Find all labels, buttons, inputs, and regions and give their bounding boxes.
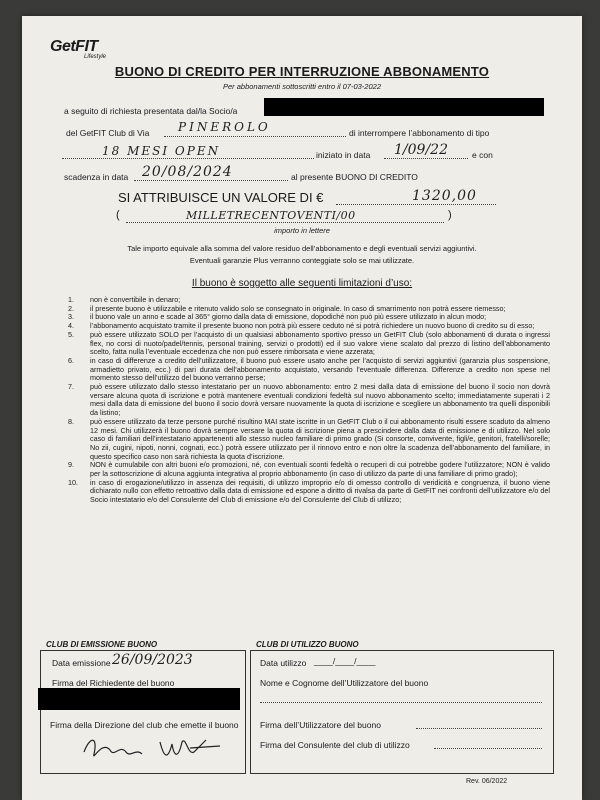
emission-date-label: Data emissione <box>52 658 111 668</box>
redacted-member-name <box>264 98 544 116</box>
rule-item <box>68 479 550 505</box>
note-residual-value: Tale importo equivale alla somma del valore residuo dell’abbonamento e degli eventuali servizi aggiuntivi. <box>127 244 477 253</box>
rule-text: può essere utilizzato dallo stesso intestatario per un nuovo abbonamento: entro 2 mesi dalla data di emissione del buono il socio non dovrà versare alcuna quota di iscrizione e potrà mantenere eventuali condizioni fedeltà sul nuovo abbonamento scelto; immediatamente superati i 2 mesi dalla data di emissione del buono il socio dovrà versare nuovamente la quota di iscrizione e scegliere un abbonamento tra quelli disponibili da listino; <box>90 382 550 418</box>
expiry-date-label: scadenza in data <box>64 172 129 182</box>
rule-number: 6. <box>68 355 74 365</box>
start-date-suffix: e con <box>472 150 493 160</box>
subscription-type-value: 18 MESI OPEN <box>102 144 221 158</box>
value-words-caption: importo in lettere <box>274 226 330 235</box>
rule-number: 1. <box>68 295 74 304</box>
rule-text: in caso di erogazione/utilizzo in assenza dei requisiti, di utilizzo improprio e/o di omesso controllo di veridicità e congruenza, il buono viene dichiarato nullo con effetto retroattivo dalla data di emissione ed espone a diritto di rivalsa da parte di GetFIT nei confronti dell’utilizzatore e/o del Socio intestatario e/o del Consulente del Club di emissione e/o del Consulente del Club di utilizzo; <box>90 477 550 505</box>
logo-sub: Lifestyle <box>84 54 107 60</box>
usage-date-label: Data utilizzo <box>260 658 307 668</box>
logo-brand: GetFIT <box>50 38 98 55</box>
rule-item <box>68 418 550 462</box>
rule-item <box>68 383 550 418</box>
usage-heading: CLUB DI UTILIZZO BUONO <box>256 640 359 649</box>
rule-number: 2. <box>68 303 74 313</box>
rule-text: l’abbonamento acquistato tramite il presente buono non potrà più essere ceduto né si potrà richiedere un nuovo buono di credito su di esso; <box>90 321 535 331</box>
user-signature-label: Firma dell’Utilizzatore del buono <box>260 720 381 730</box>
direction-signature-label: Firma della Direzione del club che emette il buono <box>50 720 239 730</box>
rule-text: NON è cumulabile con altri buoni e/o promozioni, né, con eventuali sconti fedeltà o recuperi di cui potrebbe godere l’utilizzatore; NON è valido per la sottoscrizione di alcuna aggiunta integrativa al proprio abbonamento (in caso di utilizzo da parte di una familiare di primo grado); <box>90 460 550 479</box>
document-title: BUONO DI CREDITO PER INTERRUZIONE ABBONAMENTO <box>114 64 490 79</box>
club-street-label: del GetFIT Club di Via <box>66 128 150 138</box>
start-date-label: iniziato in data <box>316 150 371 160</box>
holder-signature-label: Firma del Richiedente del buono <box>52 678 175 688</box>
value-in-words: MILLETRECENTOVENTI/00 <box>186 209 356 222</box>
subscription-type-label: di interrompere l’abbonamento di tipo <box>349 128 490 138</box>
revision-label: Rev. 06/2022 <box>466 778 508 785</box>
rule-number: 5. <box>68 329 74 339</box>
limitations-title: Il buono è soggetto alle seguenti limitazioni d’uso: <box>191 278 413 289</box>
rule-number: 8. <box>68 416 74 426</box>
consultant-signature-label: Firma del Consulente del club di utilizzo <box>260 740 410 750</box>
redacted-holder-signature <box>38 688 240 710</box>
value-amount: 1320,00 <box>412 188 477 204</box>
start-date-value: 1/09/22 <box>394 142 448 158</box>
rule-text: il buono vale un anno e scade al 365° giorno dalla data di emissione, dopodiché non può più essere utilizzato in alcun modo; <box>90 312 487 322</box>
value-label: SI ATTRIBUISCE UN VALORE DI € <box>118 190 324 205</box>
club-street-value: PINEROLO <box>178 120 271 134</box>
usage-date-blank: ____/____/____ <box>314 656 376 666</box>
note-plus-guarantee: Eventuali garanzie Plus verranno conteggiate solo se mai utilizzate. <box>189 256 415 265</box>
rule-text: non è convertibile in denaro; <box>90 295 181 304</box>
getfit-logo <box>50 38 107 60</box>
rule-number: 9. <box>68 460 74 470</box>
rule-text: può essere utilizzato SOLO per l’acquisto di un qualsiasi abbonamento sportivo presso un GetFIT Club (solo abbonamenti di durata o ingressi flex, no corsi di nuoto/padel/tennis, personal training, servizi o prodotti) ed il suo valore viene scalato dal prezzo di listino dell’abbonamento scelto, fatta nulla l’eventuale eccedenza che non può essere rimborsata e viene azzerata; <box>90 329 550 357</box>
emission-heading: CLUB DI EMISSIONE BUONO <box>46 640 158 649</box>
rule-text: il presente buono è utilizzabile e ritenuto valido solo se consegnato in originale. In caso di smarrimento non potrà essere riemesso; <box>90 303 506 313</box>
rule-number: 7. <box>68 382 74 392</box>
rule-number: 4. <box>68 321 74 331</box>
voucher-document: GetFIT Lifestyle BUONO DI CREDITO PER INTERRUZIONE ABBONAMENTO Per abbonamenti sottoscritti entro il 07-03-2022 a seguito di richiesta presentata dal/la Socio/a del GetFIT Club di Via PINEROLO di interrompere l’abbonamento di tipo 18 MESI OPEN iniziato in data 1/09/22 e con scadenza in data 20/08/2024 al presente BUONO DI CREDITO SI ATTRIBUISCE UN VALORE DI € 1320,00 ( MILLETRECENTOVENTI/00 ) importo in lettere Tale importo equivale alla somma del valore residuo dell’abbonamento e degli eventuali servizi aggiuntivi. Eventuali garanzie Plus verranno conteggiate solo se mai utilizzate. Il buono è soggetto alle seguenti limitazioni d’uso: 1. non è convertibile in denaro; 2. il presente buono è utilizzabile e ritenuto valido solo se consegnato in originale. In caso di smarrimento non potrà essere riemesso; 3. il buono vale un anno e scade al 365° giorno dalla data di emissione, dopodiché non può più essere utilizzato in alcun modo; 4. l’abbonamento acquistato tramite il presente buono non potrà più essere ceduto né si potrà richiedere un nuovo buono di credito su di esso; 5. può essere utilizzato SOLO per l’acquisto di un qualsiasi abbonamento sportivo presso un GetFIT Club (solo abbonamenti di durata o ingressi flex, no corsi di nuoto/padel/tennis, personal training, servizi o prodotti) ed il suo valore viene scalato dal prezzo di listino dell’abbonamento scelto, fatta nulla l’eventuale eccedenza che non può essere rimborsata e viene azzerata; 6. in caso di differenze a credito dell’utilizzatore, il buono può essere usato anche per l’acquisto di servizi aggiuntivi (garanzia plus sospensione, armadietto privato, ecc.) di pari durata dell’abbonamento acquistato, versando l’eventuale differenza. Differenze a credito non spese nel momento stesso dell’utilizzo del buono verranno perse; 7. può essere utilizzato dallo stesso intestatario per un nuovo abbonamento: entro 2 mesi dalla data di emissione del buono il socio non dovrà versare alcuna quota di iscrizione e potrà mantenere eventuali condizioni fedeltà sul nuovo abbonamento scelto; immediatamente superati i 2 mesi dalla data di emissione del buono il socio dovrà versare nuovamente la quota di iscrizione e scegliere un abbonamento tra quelli disponibili da listino; 8. può essere utilizzato da terze persone purché risultino MAI state iscritte in un GetFIT Club o il cui abbonamento risulti essere scaduto da almeno 12 mesi. Chi utilizzerà il buono dovrà sempre versare la quota di iscrizione piena a prescindere dalla data di emissione e di utilizzo. Nel solo caso di familiari dell’intestatario appartenenti allo stesso nucleo familiare di primo grado (Si consorte, convivente, figli/e, genitori, fratelli/sorelle; No zii, cugini, nipoti, nonni, cognati, ecc.) potrà essere utilizzato per il rinnovo entro e non oltre la scadenza dell’abbonamento del familiare, in questo specifico caso non sarà richiesta la quota d’iscrizione. 9. NON è cumulabile con altri buoni e/o promozioni, né, con eventuali sconti fedeltà o recuperi di cui potrebbe godere l’utilizzatore; NON è valido per la sottoscrizione di alcuna aggiunta integrativa al proprio abbonamento (in caso di utilizzo da parte di una familiare di primo grado); 10. in caso di erogazione/utilizzo in assenza dei requisiti, di utilizzo improprio e/o di omesso controllo di veridicità e congruenza, il buono viene dichiarato nullo con effetto retroattivo dalla data di emissione ed espone a diritto di rivalsa da parte di GetFIT nei confronti dell’utilizzatore e/o del Socio intestatario e/o del Consulente del Club di emissione e/o del Consulente del Club di utilizzo; CLUB DI EMISSIONE BUONO CLUB DI UTILIZZO BUONO Data emissione 26/09/2023 Firma del Richiedente del buono Firma della Direzione del club che emette il buono Data utilizzo ____/____/____ Nome e Cognome dell’Utilizzatore del buono Firma dell’Utilizzatore del buono Firma del Consulente del club di utilizzo Rev. 06/2022 <box>22 16 582 800</box>
direction-signature <box>80 732 230 766</box>
emission-date-value: 26/09/2023 <box>112 652 193 668</box>
rule-item <box>68 461 550 478</box>
document-subtitle: Per abbonamenti sottoscritti entro il 07-03-2022 <box>222 82 381 91</box>
usage-box <box>250 650 554 774</box>
rule-item <box>68 331 550 357</box>
user-name-label: Nome e Cognome dell’Utilizzatore del buono <box>260 678 429 688</box>
rule-text: in caso di differenze a credito dell’utilizzatore, il buono può essere usato anche per l’acquisto di servizi aggiuntivi (garanzia plus sospensione, armadietto privato, ecc.) di pari durata dell’abbonamento acquistato, versando l’eventuale differenza. Differenze a credito non spese nel momento stesso dell’utilizzo del buono verranno perse; <box>90 355 550 383</box>
expiry-date-suffix: al presente BUONO DI CREDITO <box>291 172 418 182</box>
rule-number: 3. <box>68 312 74 322</box>
rule-text: può essere utilizzato da terze persone purché risultino MAI state iscritte in un GetFIT Club o il cui abbonamento risulti essere scaduto da almeno 12 mesi. Chi utilizzerà il buono dovrà sempre versare la quota di iscrizione piena a prescindere dalla data di emissione e di utilizzo. Nel solo caso di familiari dell’intestatario appartenenti allo stesso nucleo familiare di primo grado (Si consorte, convivente, figli/e, genitori, fratelli/sorelle; No zii, cugini, nipoti, nonni, cognati, ecc.) potrà essere utilizzato per il rinnovo entro e non oltre la scadenza dell’abbonamento del familiare, in questo specifico caso non sarà richiesta la quota d’iscrizione. <box>90 416 550 461</box>
rule-item <box>68 357 550 383</box>
expiry-date-value: 20/08/2024 <box>142 164 233 180</box>
rule-number: 10. <box>68 477 78 487</box>
limitations-list <box>68 296 550 505</box>
member-label: a seguito di richiesta presentata dal/la Socio/a <box>64 106 238 116</box>
